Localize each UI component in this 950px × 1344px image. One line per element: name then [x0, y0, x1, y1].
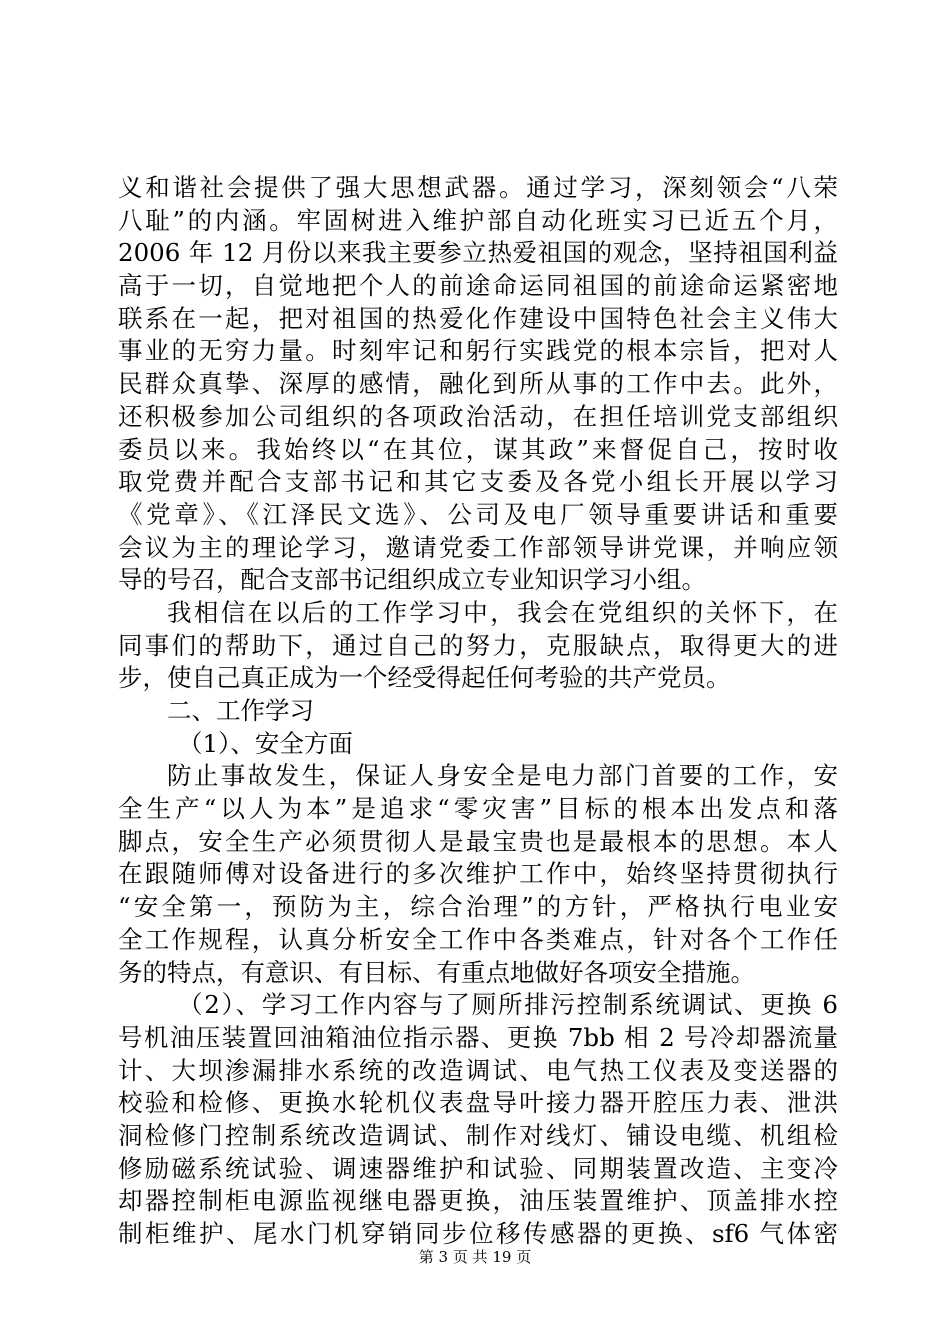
paragraph-line: （2）、学习工作内容与了厕所排污控制系统调试、更换 6: [178, 990, 838, 1020]
paragraph-line: 在跟随师傅对设备进行的多次维护工作中，始终坚持贯彻执行: [118, 859, 838, 889]
paragraph-line: 修励磁系统试验、调速器维护和试验、同期装置改造、主变冷: [118, 1153, 838, 1183]
paragraph-line: 洞检修门控制系统改造调试、制作对线灯、铺设电缆、机组检: [118, 1120, 838, 1150]
paragraph-line: 《党章》、《江泽民文选》、公司及电厂领导重要讲话和重要: [118, 499, 838, 529]
paragraph-line: 义和谐社会提供了强大思想武器。通过学习，深刻领会“八荣: [118, 173, 838, 202]
paragraph-line: 步，使自己真正成为一个经受得起任何考验的共产党员。: [118, 663, 731, 693]
paragraph-line: 委员以来。我始终以“在其位，谋其政”来督促自己，按时收: [118, 434, 838, 464]
paragraph-line: 导的号召，配合支部书记组织成立专业知识学习小组。: [118, 565, 706, 595]
paragraph-line: 我相信在以后的工作学习中，我会在党组织的关怀下，在: [167, 597, 838, 627]
subsection-heading: （1）、安全方面: [178, 728, 353, 758]
page-number: 第 3 页 共 19 页: [418, 1248, 532, 1266]
paragraph-line: 事业的无穷力量。时刻牢记和躬行实践党的根本宗旨，把对人: [118, 336, 838, 366]
paragraph-line: 还积极参加公司组织的各项政治活动，在担任培训党支部组织: [118, 401, 838, 431]
paragraph-line: 却器控制柜电源监视继电器更换，油压装置维护、顶盖排水控: [118, 1186, 838, 1216]
paragraph-line: 号机油压装置回油箱油位指示器、更换 7bb 相 2 号冷却器流量: [118, 1022, 838, 1052]
paragraph-line: 同事们的帮助下，通过自己的努力，克服缺点，取得更大的进: [118, 630, 838, 660]
paragraph-line: 八耻”的内涵。牢固树进入维护部自动化班实习已近五个月，: [118, 205, 838, 235]
paragraph-line: 脚点，安全生产必须贯彻人是最宝贵也是最根本的思想。本人: [118, 826, 838, 856]
paragraph-line: 全工作规程，认真分析安全工作中各类难点，针对各个工作任: [118, 924, 838, 954]
paragraph-line: 制柜维护、尾水门机穿销同步位移传感器的更换、sf6 气体密: [118, 1219, 838, 1248]
paragraph-line: 2006 年 12 月份以来我主要参立热爱祖国的观念，坚持祖国利益: [118, 238, 838, 268]
paragraph-line: 联系在一起，把对祖国的热爱化作建设中国特色社会主义伟大: [118, 303, 838, 333]
paragraph-line: 会议为主的理论学习，邀请党委工作部领导讲党课，并响应领: [118, 532, 838, 562]
paragraph-line: 取党费并配合支部书记和其它支委及各党小组长开展以学习: [118, 467, 838, 497]
paragraph-line: “安全第一，预防为主，综合治理”的方针，严格执行电业安: [118, 892, 838, 922]
document-body: [118, 172, 838, 1251]
paragraph-line: 民群众真挚、深厚的感情，融化到所从事的工作中去。此外，: [118, 369, 838, 399]
paragraph-line: 务的特点，有意识、有目标、有重点地做好各项安全措施。: [118, 957, 755, 987]
section-heading: 二、工作学习: [167, 696, 314, 725]
paragraph-line: 高于一切，自觉地把个人的前途命运同祖国的前途命运紧密地: [118, 271, 838, 301]
page-footer: [0, 1247, 950, 1267]
paragraph-line: 防止事故发生，保证人身安全是电力部门首要的工作，安: [167, 761, 838, 791]
paragraph-line: 全生产“以人为本”是追求“零灾害”目标的根本出发点和落: [118, 794, 838, 824]
paragraph-line: 计、大坝渗漏排水系统的改造调试、电气热工仪表及变送器的: [118, 1055, 838, 1085]
paragraph-line: 校验和检修、更换水轮机仪表盘导叶接力器开腔压力表、泄洪: [118, 1088, 838, 1118]
